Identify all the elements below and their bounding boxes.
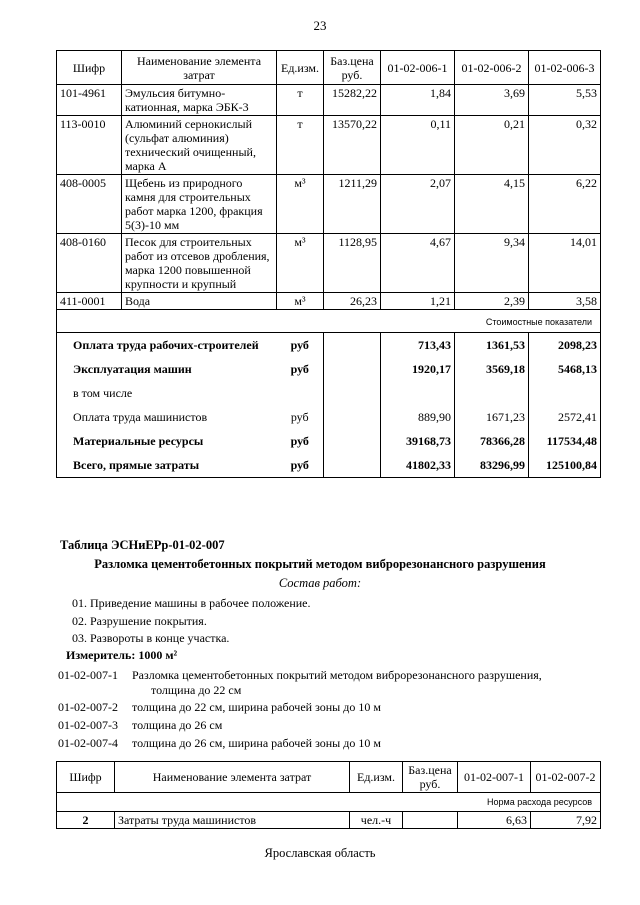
- cell-val2: 9,34: [455, 234, 529, 293]
- summary-val3: 117534,48: [529, 429, 601, 453]
- summary-row: [57, 333, 601, 358]
- item-code: 01-02-007-1: [58, 668, 118, 682]
- header-col1: 01-02-007-1: [458, 762, 531, 793]
- summary-name: Оплата труда машинистов: [57, 405, 277, 429]
- work-item: 01. Приведение машины в рабочее положение.: [72, 596, 311, 610]
- cell-unit: т: [277, 85, 324, 116]
- header-unit: Ед.изм.: [350, 762, 403, 793]
- section-name: Разломка цементобетонных покрытий методом виброрезонансного разрушения: [94, 557, 546, 571]
- cell-val1: 1,84: [381, 85, 455, 116]
- cell-price: 26,23: [324, 293, 381, 310]
- section-row: [57, 310, 601, 333]
- item-code: 01-02-007-4: [58, 736, 118, 750]
- cell-unit: чел.-ч: [350, 812, 403, 829]
- cell-name: Затраты труда машинистов: [115, 812, 350, 829]
- cell-code: 101-4961: [57, 85, 122, 116]
- summary-val2: 3569,18: [455, 357, 529, 381]
- cell-name: Алюминий сернокислый (сульфат алюминия) технический очищенный, марка А: [122, 116, 277, 175]
- summary-price: [324, 333, 381, 358]
- header-unit: Ед.изм.: [277, 51, 324, 85]
- cell-val2: 0,21: [455, 116, 529, 175]
- header-price: Баз.цена руб.: [403, 762, 458, 793]
- summary-row: [57, 429, 601, 453]
- summary-row: [57, 405, 601, 429]
- cell-price: 15282,22: [324, 85, 381, 116]
- cell-val3: 0,32: [529, 116, 601, 175]
- section-label: Стоимостные показатели: [57, 310, 601, 333]
- summary-row: [57, 357, 601, 381]
- item-desc: толщина до 26 см, ширина рабочей зоны до 10 м: [132, 736, 381, 750]
- cell-code: 113-0010: [57, 116, 122, 175]
- item-desc: Разломка цементобетонных покрытий методом виброрезонансного разрушения,: [132, 668, 542, 682]
- summary-val3: 2098,23: [529, 333, 601, 358]
- summary-unit: руб: [277, 405, 324, 429]
- summary-unit: [277, 381, 324, 405]
- cell-code: 411-0001: [57, 293, 122, 310]
- cell-val1: 2,07: [381, 175, 455, 234]
- cell-price: [403, 812, 458, 829]
- summary-val3: [529, 381, 601, 405]
- header-price: Баз.цена руб.: [324, 51, 381, 85]
- cell-val3: 6,22: [529, 175, 601, 234]
- cell-unit: т: [277, 116, 324, 175]
- summary-val1: 41802,33: [381, 453, 455, 478]
- summary-row: [57, 453, 601, 478]
- cell-unit: м³: [277, 234, 324, 293]
- summary-price: [324, 405, 381, 429]
- page-number: 23: [313, 18, 327, 33]
- cell-unit: м³: [277, 293, 324, 310]
- item-code: 01-02-007-3: [58, 718, 118, 732]
- cell-name: Эмульсия битумно-катионная, марка ЭБК-3: [122, 85, 277, 116]
- work-item: 02. Разрушение покрытия.: [72, 614, 207, 628]
- cell-name: Щебень из природного камня для строительных работ марка 1200, фракция 5(3)-10 мм: [122, 175, 277, 234]
- summary-val2: 1361,53: [455, 333, 529, 358]
- cell-code: 408-0005: [57, 175, 122, 234]
- item-desc-cont: толщина до 22 см: [151, 683, 242, 697]
- cell-price: 13570,22: [324, 116, 381, 175]
- cell-val1: 6,63: [458, 812, 531, 829]
- summary-val2: 78366,28: [455, 429, 529, 453]
- header-col3: 01-02-006-3: [529, 51, 601, 85]
- table-row: [57, 812, 601, 829]
- cell-val3: 14,01: [529, 234, 601, 293]
- header-col2: 01-02-006-2: [455, 51, 529, 85]
- table-row: [57, 85, 601, 116]
- summary-name: Эксплуатация машин: [57, 357, 277, 381]
- summary-unit: руб: [277, 429, 324, 453]
- cell-price: 1128,95: [324, 234, 381, 293]
- header-name: Наименование элемента затрат: [115, 762, 350, 793]
- resource-table-006: [56, 50, 601, 478]
- measure-unit: Измеритель: 1000 м²: [66, 648, 178, 662]
- summary-val2: [455, 381, 529, 405]
- header-col2: 01-02-007-2: [531, 762, 601, 793]
- table-row: [57, 116, 601, 175]
- item-desc: толщина до 26 см: [132, 718, 223, 732]
- summary-price: [324, 453, 381, 478]
- summary-unit: руб: [277, 357, 324, 381]
- cell-name: Песок для строительных работ из отсевов дробления, марка 1200 повышенной крупности и крупный: [122, 234, 277, 293]
- summary-val1: [381, 381, 455, 405]
- cell-val3: 5,53: [529, 85, 601, 116]
- summary-val3: 5468,13: [529, 357, 601, 381]
- summary-unit: руб: [277, 333, 324, 358]
- summary-val2: 1671,23: [455, 405, 529, 429]
- summary-val2: 83296,99: [455, 453, 529, 478]
- item-desc: толщина до 22 см, ширина рабочей зоны до 10 м: [132, 700, 381, 714]
- summary-val3: 2572,41: [529, 405, 601, 429]
- summary-val3: 125100,84: [529, 453, 601, 478]
- summary-name: в том числе: [57, 381, 277, 405]
- header-name: Наименование элемента затрат: [122, 51, 277, 85]
- composition-label: Состав работ:: [278, 576, 362, 590]
- header-code: Шифр: [57, 51, 122, 85]
- cell-val1: 0,11: [381, 116, 455, 175]
- section-label: Норма расхода ресурсов: [57, 793, 601, 812]
- cell-code: 2: [57, 812, 115, 829]
- footer-region: Ярославская область: [264, 846, 376, 860]
- cell-val1: 4,67: [381, 234, 455, 293]
- cell-val3: 3,58: [529, 293, 601, 310]
- cell-val2: 7,92: [531, 812, 601, 829]
- summary-val1: 713,43: [381, 333, 455, 358]
- summary-val1: 39168,73: [381, 429, 455, 453]
- table-row: [57, 175, 601, 234]
- section-row: [57, 793, 601, 812]
- cell-val2: 3,69: [455, 85, 529, 116]
- table-title: Таблица ЭСНиЕРр-01-02-007: [60, 538, 225, 552]
- header-code: Шифр: [57, 762, 115, 793]
- cell-unit: м³: [277, 175, 324, 234]
- cell-name: Вода: [122, 293, 277, 310]
- summary-name: Материальные ресурсы: [57, 429, 277, 453]
- summary-row: [57, 381, 601, 405]
- summary-name: Оплата труда рабочих-строителей: [57, 333, 277, 358]
- work-item: 03. Развороты в конце участка.: [72, 631, 230, 645]
- cell-price: 1211,29: [324, 175, 381, 234]
- resource-table-007: [56, 761, 601, 829]
- summary-unit: руб: [277, 453, 324, 478]
- table-row: [57, 234, 601, 293]
- cell-val1: 1,21: [381, 293, 455, 310]
- summary-name: Всего, прямые затраты: [57, 453, 277, 478]
- summary-price: [324, 357, 381, 381]
- table-row: [57, 293, 601, 310]
- summary-price: [324, 381, 381, 405]
- header-col1: 01-02-006-1: [381, 51, 455, 85]
- summary-val1: 889,90: [381, 405, 455, 429]
- summary-val1: 1920,17: [381, 357, 455, 381]
- summary-price: [324, 429, 381, 453]
- cell-val2: 4,15: [455, 175, 529, 234]
- cell-val2: 2,39: [455, 293, 529, 310]
- cell-code: 408-0160: [57, 234, 122, 293]
- item-code: 01-02-007-2: [58, 700, 118, 714]
